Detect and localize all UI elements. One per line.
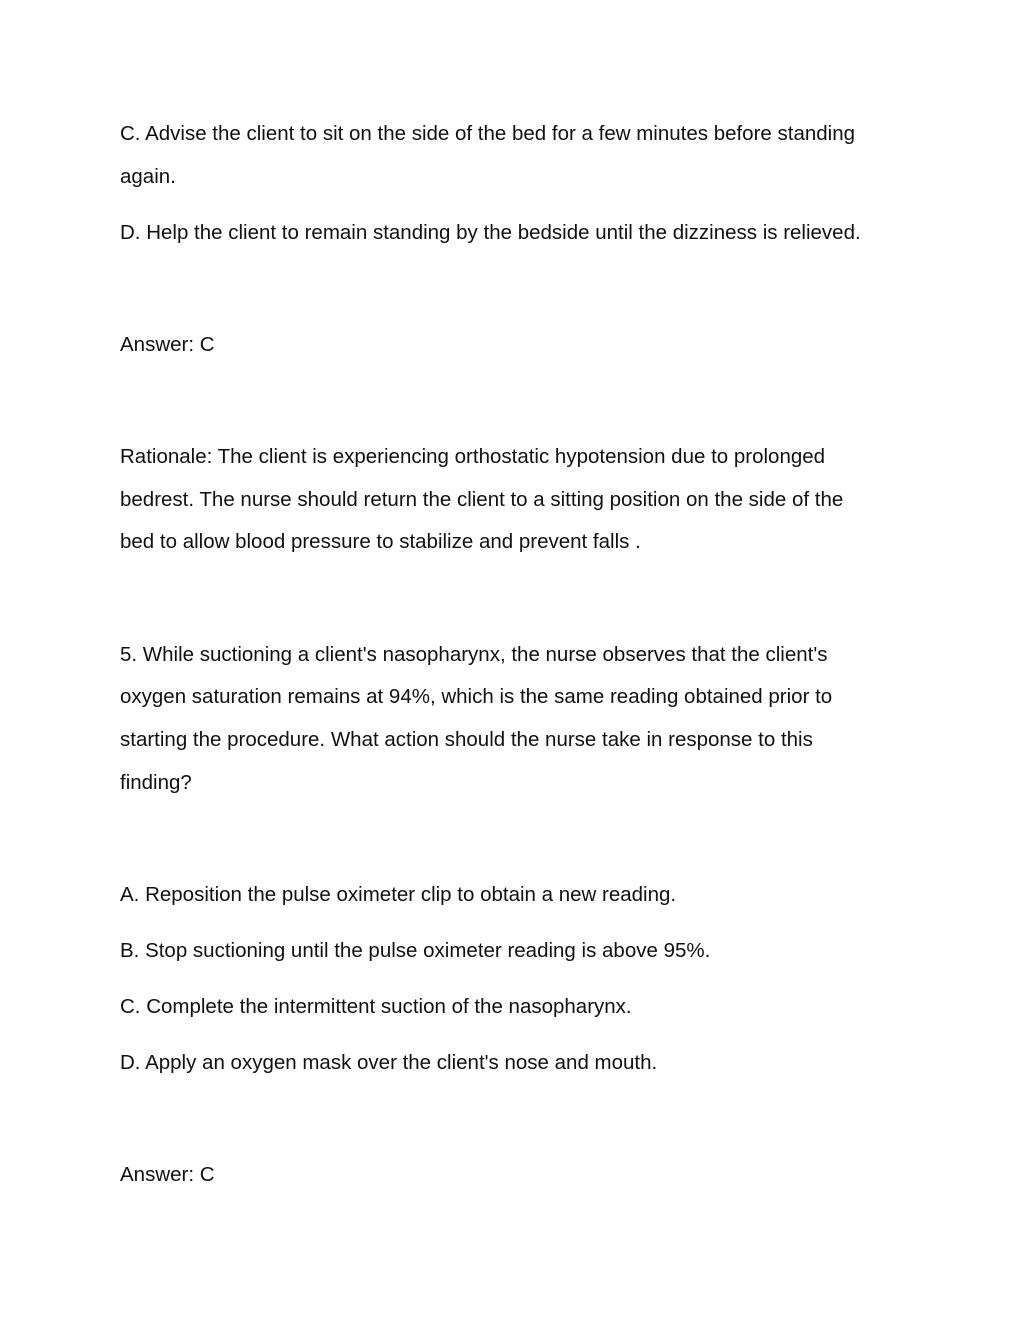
question-5-option-d: D. Apply an oxygen mask over the client's nose and mouth. (120, 1051, 658, 1074)
question-5-option-c: C. Complete the intermittent suction of the nasopharynx. (120, 995, 632, 1018)
question-5-option-b: B. Stop suctioning until the pulse oximeter reading is above 95%. (120, 939, 711, 962)
option-c-text-line-1: C. Advise the client to sit on the side of the bed for a few minutes before standing (120, 122, 856, 145)
rationale-line-3: bed to allow blood pressure to stabilize and prevent falls . (120, 530, 641, 553)
question-5-answer: Answer: C (120, 1163, 215, 1186)
rationale-line-1: Rationale: The client is experiencing orthostatic hypotension due to prolonged (120, 445, 826, 468)
question-5-line-1: 5. While suctioning a client's nasopharynx, the nurse observes that the client's (120, 643, 828, 666)
question-5-line-3: starting the procedure. What action should the nurse take in response to this (120, 728, 813, 751)
question-5-line-4: finding? (120, 771, 192, 794)
rationale-line-2: bedrest. The nurse should return the client to a sitting position on the side of the (120, 488, 844, 511)
option-d-text: D. Help the client to remain standing by the bedside until the dizziness is relieved. (120, 221, 861, 244)
question-5-option-a: A. Reposition the pulse oximeter clip to obtain a new reading. (120, 883, 677, 906)
answer-text: Answer: C (120, 333, 215, 356)
question-5-line-2: oxygen saturation remains at 94%, which is the same reading obtained prior to (120, 685, 833, 708)
option-c-text-line-2: again. (120, 165, 176, 188)
